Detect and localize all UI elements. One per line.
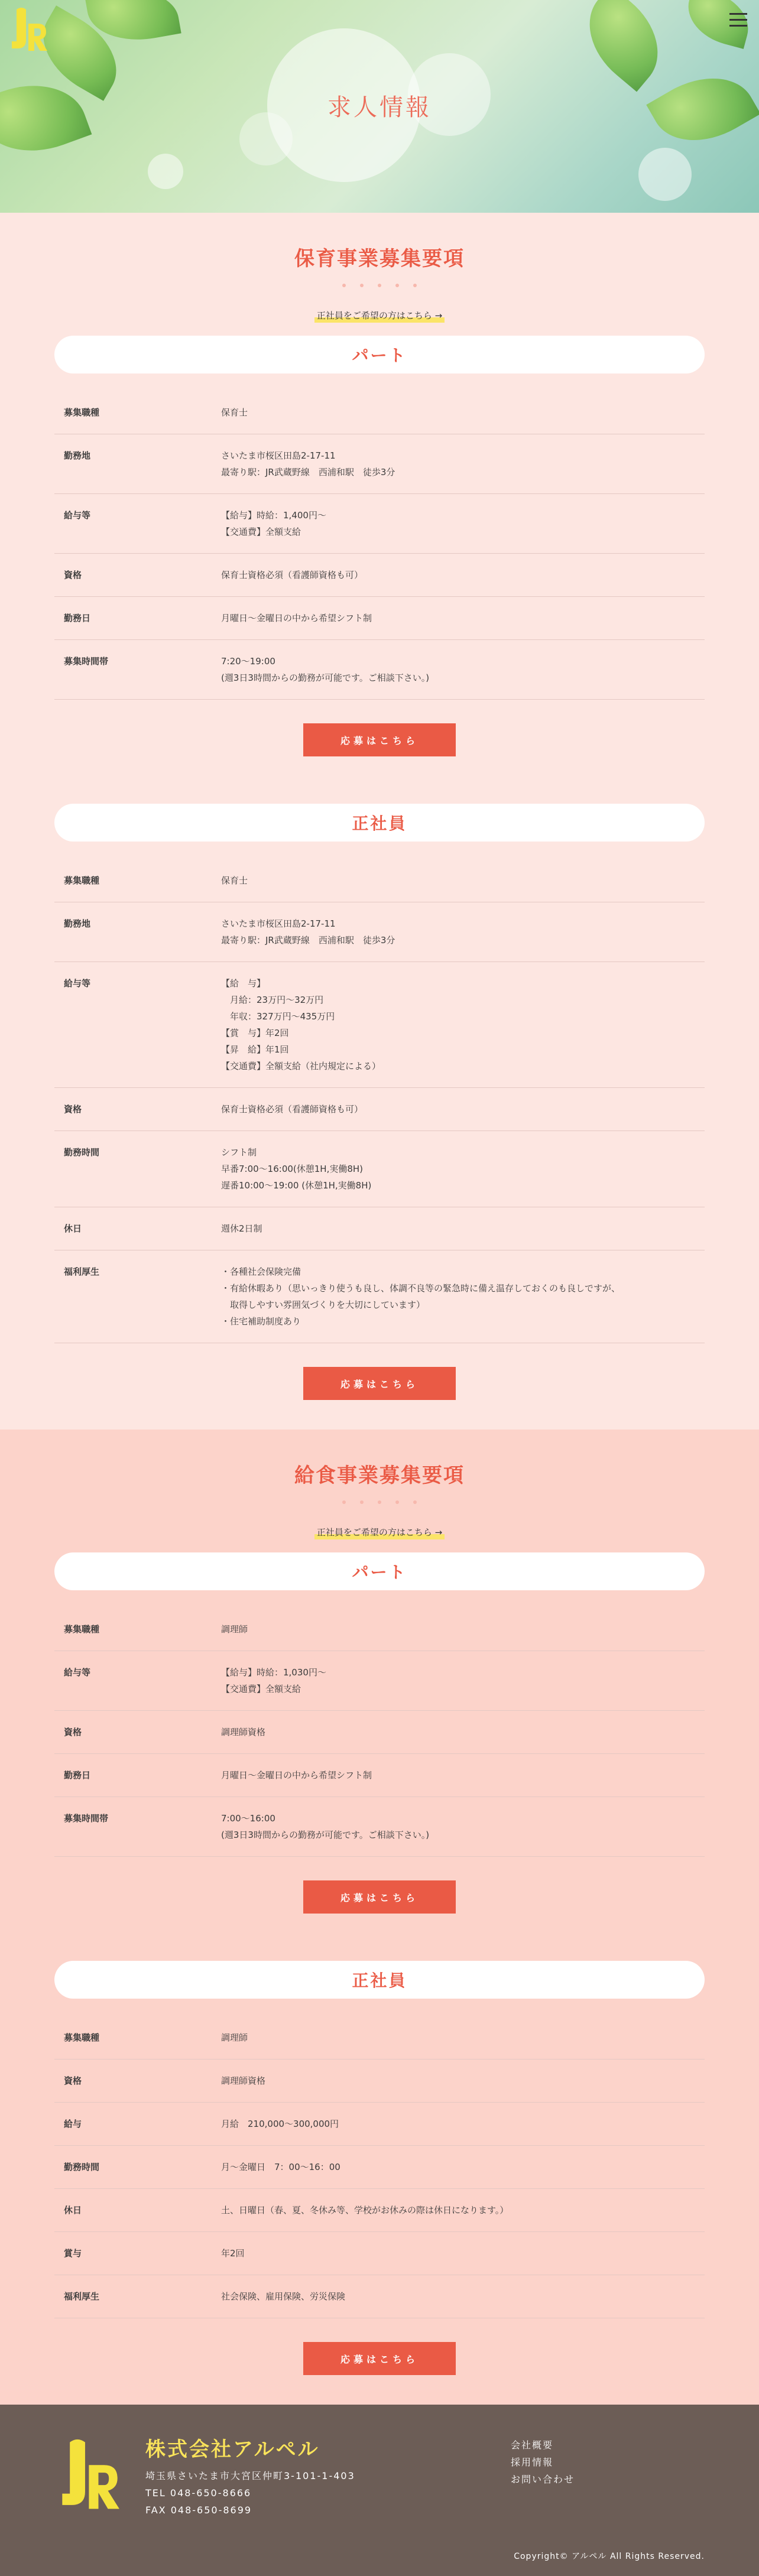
- row-label: 勤務日: [54, 597, 212, 640]
- row-value: 月給 210,000～300,000円: [212, 2103, 705, 2146]
- row-value: 社会保険、雇用保険、労災保険: [212, 2275, 705, 2318]
- table-row: [54, 962, 705, 1088]
- row-label: 勤務日: [54, 1754, 212, 1797]
- row-value: 週休2日制: [212, 1207, 705, 1250]
- requirements-table: [54, 2016, 705, 2318]
- block-heading: 正社員: [54, 1961, 705, 1999]
- table-row: [54, 640, 705, 700]
- childcare-recruitment-section: [0, 213, 759, 1430]
- table-row: [54, 2146, 705, 2189]
- table-row: [54, 1207, 705, 1250]
- row-label: 資格: [54, 1088, 212, 1131]
- company-name: 株式会社アルペル: [145, 2438, 320, 2461]
- row-label: 募集職種: [54, 1608, 212, 1651]
- table-row: [54, 1797, 705, 1857]
- company-address: 埼玉県さいたま市大宮区仲町3-101-1-403: [145, 2470, 355, 2481]
- row-value: 保育士: [212, 859, 705, 902]
- requirements-table: [54, 1608, 705, 1857]
- row-label: 資格: [54, 1711, 212, 1754]
- row-label: 休日: [54, 1207, 212, 1250]
- table-row: [54, 554, 705, 597]
- row-label: 資格: [54, 554, 212, 597]
- table-row: [54, 1250, 705, 1343]
- hero-header: [0, 0, 759, 213]
- block-heading: 正社員: [54, 804, 705, 842]
- row-value: 月曜日～金曜日の中から希望シフト制: [212, 1754, 705, 1797]
- regular-employee-link[interactable]: 正社員をご希望の方はこちら →: [314, 1526, 445, 1539]
- row-value: 調理師資格: [212, 2059, 705, 2103]
- apply-button[interactable]: 応募はこちら: [303, 2342, 456, 2375]
- requirements-table: [54, 391, 705, 700]
- title-dots-decoration: [0, 278, 759, 287]
- row-value: シフト制 早番7:00～16:00(休憩1H,実働8H) 遅番10:00～19:00 (休憩1H,実働8H): [212, 1131, 705, 1207]
- apply-button[interactable]: 応募はこちら: [303, 1367, 456, 1400]
- row-label: 福利厚生: [54, 1250, 212, 1343]
- alpel-logo-icon[interactable]: [54, 2437, 125, 2515]
- leaf-decoration: [569, 0, 679, 92]
- block-heading: パート: [54, 336, 705, 373]
- row-label: 給与: [54, 2103, 212, 2146]
- page-title: 求人情報: [327, 94, 432, 121]
- meal-service-recruitment-section: [0, 1430, 759, 2405]
- table-row: [54, 434, 705, 494]
- row-value: 保育士: [212, 391, 705, 434]
- row-label: 給与等: [54, 494, 212, 554]
- table-row: [54, 2059, 705, 2103]
- regular-employee-link[interactable]: 正社員をご希望の方はこちら →: [314, 309, 445, 323]
- row-label: 給与等: [54, 962, 212, 1088]
- row-label: 資格: [54, 2059, 212, 2103]
- row-value: 7:00～16:00 (週3日3時間からの勤務が可能です。ご相談下さい。): [212, 1797, 705, 1857]
- table-row: [54, 2016, 705, 2059]
- table-row: [54, 902, 705, 962]
- footer-nav: [511, 2437, 575, 2488]
- row-label: 賞与: [54, 2232, 212, 2275]
- row-value: 【給与】時給：1,400円～ 【交通費】全額支給: [212, 494, 705, 554]
- row-label: 募集時間帯: [54, 640, 212, 700]
- row-value: ・各種社会保険完備 ・有給休暇あり（思いっきり使うも良し、体調不良等の緊急時に備え温存しておくのも良しですが、 取得しやすい雰囲気づくりを大切にしています） ・住宅補助制度あり: [212, 1250, 705, 1343]
- section-title: 保育事業募集要項: [294, 247, 465, 271]
- table-row: [54, 1608, 705, 1651]
- section-title: 給食事業募集要項: [294, 1464, 465, 1487]
- table-row: [54, 859, 705, 902]
- company-fax: FAX 048-650-8699: [145, 2504, 252, 2516]
- table-row: [54, 1754, 705, 1797]
- row-value: 7:20～19:00 (週3日3時間からの勤務が可能です。ご相談下さい。): [212, 640, 705, 700]
- row-value: 調理師: [212, 2016, 705, 2059]
- table-row: [54, 494, 705, 554]
- row-value: 土、日曜日（春、夏、冬休み等、学校がお休みの際は休日になります。）: [212, 2189, 705, 2232]
- row-label: 休日: [54, 2189, 212, 2232]
- row-label: 給与等: [54, 1651, 212, 1711]
- table-row: [54, 1711, 705, 1754]
- row-label: 勤務地: [54, 902, 212, 962]
- table-row: [54, 1651, 705, 1711]
- table-row: [54, 2189, 705, 2232]
- row-value: 調理師: [212, 1608, 705, 1651]
- row-label: 勤務時間: [54, 2146, 212, 2189]
- hamburger-menu-icon[interactable]: [729, 13, 747, 28]
- row-label: 募集時間帯: [54, 1797, 212, 1857]
- company-info: [145, 2467, 355, 2519]
- footer-link-contact[interactable]: お問い合わせ: [511, 2474, 575, 2485]
- row-label: 募集職種: [54, 391, 212, 434]
- row-label: 勤務時間: [54, 1131, 212, 1207]
- table-row: [54, 1088, 705, 1131]
- row-value: 保育士資格必須（看護師資格も可）: [212, 554, 705, 597]
- apply-button[interactable]: 応募はこちら: [303, 723, 456, 756]
- table-row: [54, 2103, 705, 2146]
- row-value: 月～金曜日 7：00～16：00: [212, 2146, 705, 2189]
- requirements-table: [54, 859, 705, 1343]
- copyright: Copyright© アルペル All Rights Reserved.: [514, 2552, 705, 2561]
- company-tel: TEL 048-650-8666: [145, 2487, 252, 2499]
- bokeh-decoration: [638, 148, 692, 201]
- table-row: [54, 2232, 705, 2275]
- alpel-logo-icon[interactable]: [8, 6, 50, 54]
- row-label: 勤務地: [54, 434, 212, 494]
- apply-button[interactable]: 応募はこちら: [303, 1880, 456, 1914]
- row-value: 年2回: [212, 2232, 705, 2275]
- row-value: 月曜日～金曜日の中から希望シフト制: [212, 597, 705, 640]
- row-value: さいたま市桜区田島2-17-11 最寄り駅：JR武蔵野線 西浦和駅 徒歩3分: [212, 434, 705, 494]
- row-value: さいたま市桜区田島2-17-11 最寄り駅：JR武蔵野線 西浦和駅 徒歩3分: [212, 902, 705, 962]
- row-label: 福利厚生: [54, 2275, 212, 2318]
- table-row: [54, 391, 705, 434]
- block-heading: パート: [54, 1552, 705, 1590]
- table-row: [54, 1131, 705, 1207]
- row-value: 保育士資格必須（看護師資格も可）: [212, 1088, 705, 1131]
- bokeh-decoration: [148, 154, 183, 189]
- row-value: 調理師資格: [212, 1711, 705, 1754]
- row-label: 募集職種: [54, 2016, 212, 2059]
- table-row: [54, 2275, 705, 2318]
- footer-link-company[interactable]: 会社概要: [511, 2439, 554, 2451]
- row-value: 【給 与】 月給：23万円～32万円 年収：327万円～435万円 【賞 与】年2回 【昇 給】年1回 【交通費】全額支給（社内規定による）: [212, 962, 705, 1088]
- row-value: 【給与】時給：1,030円～ 【交通費】全額支給: [212, 1651, 705, 1711]
- title-dots-decoration: [0, 1495, 759, 1503]
- table-row: [54, 597, 705, 640]
- site-footer: [0, 2405, 759, 2576]
- footer-link-recruit[interactable]: 採用情報: [511, 2457, 554, 2468]
- row-label: 募集職種: [54, 859, 212, 902]
